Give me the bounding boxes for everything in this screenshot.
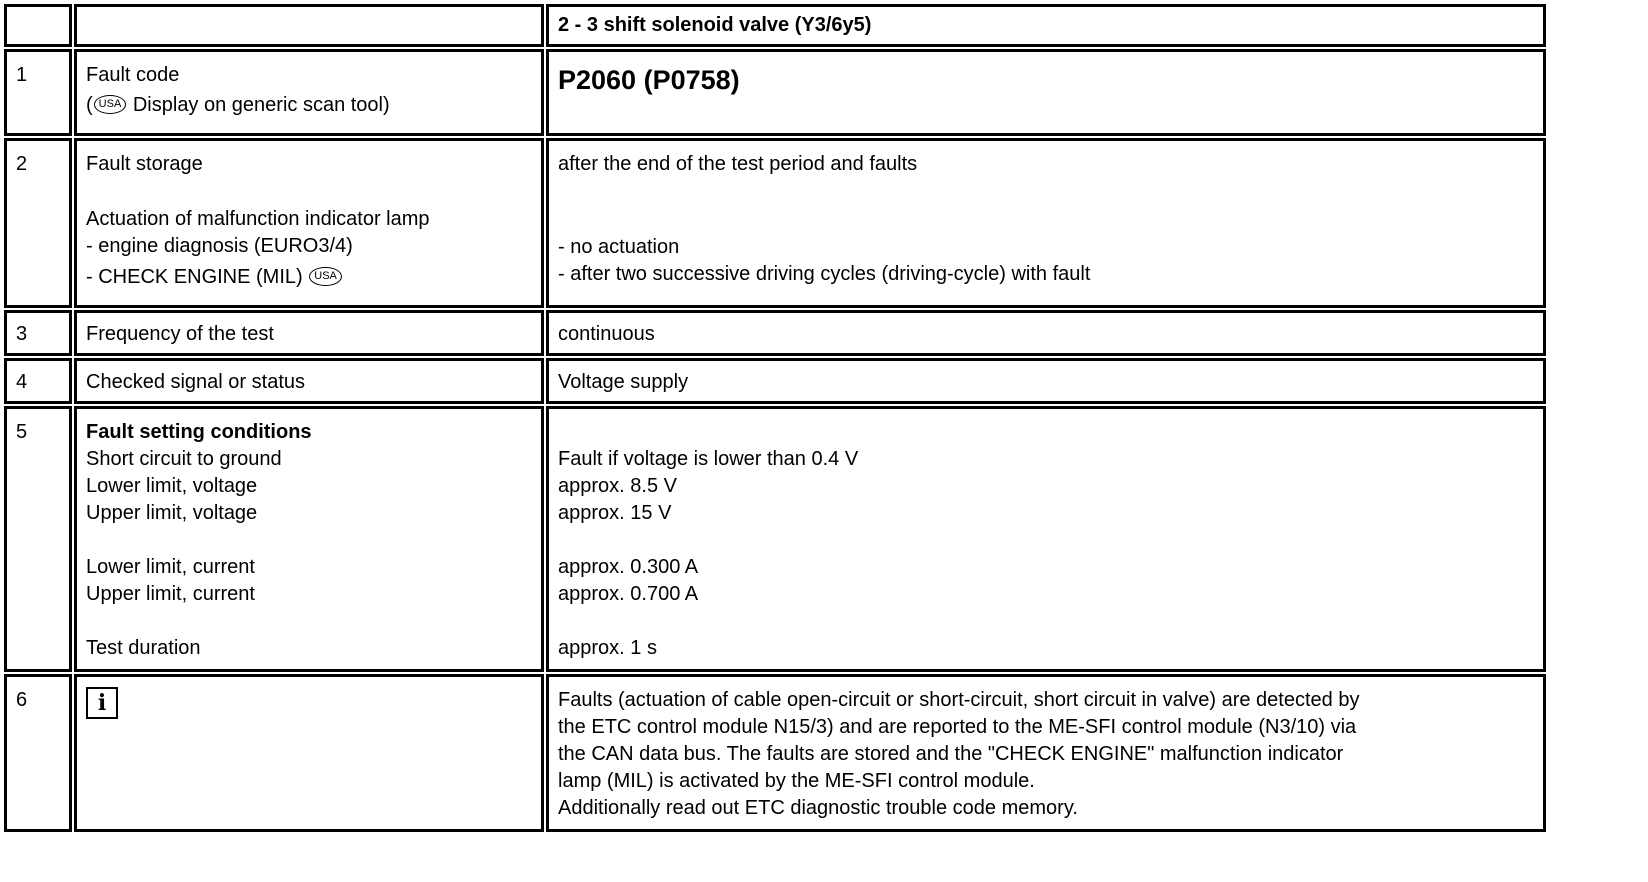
info-icon: i xyxy=(86,687,118,719)
row-label: Fault setting conditions Short circuit to ground Lower limit, voltage Upper limit, voltage Lower limit, current Upper limit, current Test duration xyxy=(74,406,544,672)
row-label: Fault code ( USA Display on generic scan tool) xyxy=(74,49,544,136)
row-label: Fault storage Actuation of malfunction indicator lamp - engine diagnosis (EURO3/4) - CHECK ENGINE (MIL) USA xyxy=(74,138,544,308)
row-label xyxy=(74,674,544,832)
row-value: Fault if voltage is lower than 0.4 V approx. 8.5 V approx. 15 V approx. 0.300 A approx. 0.700 A approx. 1 s xyxy=(546,406,1546,672)
row-value: Voltage supply xyxy=(546,358,1546,404)
row-value: continuous xyxy=(546,310,1546,356)
fault-conditions-heading: Fault setting conditions xyxy=(86,421,312,443)
row-label: Checked signal or status xyxy=(74,358,544,404)
usa-badge-icon: USA xyxy=(309,267,342,286)
row-number: 1 xyxy=(4,49,72,136)
row-label: Frequency of the test xyxy=(74,310,544,356)
row-number: 3 xyxy=(4,310,72,356)
fault-storage-label: Fault storage xyxy=(86,153,203,175)
row-number: 5 xyxy=(4,406,72,672)
usa-badge-icon: USA xyxy=(94,95,127,114)
row-value: Faults (actuation of cable open-circuit or short-circuit, short circuit in valve) are detected by the ETC control module N15/3) and are reported to the ME-SFI control module (N3/10) via the CAN data bus. The faults are stored and the "CHECK ENGINE" malfunction indicator lamp (MIL) is activated by the ME-SFI control module. Additionally read out ETC diagnostic trouble code memory. xyxy=(546,674,1546,832)
fault-code-value: P2060 (P0758) xyxy=(558,65,740,95)
row-number: 4 xyxy=(4,358,72,404)
row-number: 6 xyxy=(4,674,72,832)
header-label-cell xyxy=(74,4,544,47)
table-title: 2 - 3 shift solenoid valve (Y3/6y5) xyxy=(558,14,872,36)
row-value xyxy=(546,49,1546,136)
row-value: after the end of the test period and faults - no actuation - after two successive driving cycles (driving-cycle) with fault xyxy=(546,138,1546,308)
fault-code-label: Fault code xyxy=(86,64,180,86)
header-title-cell xyxy=(546,4,1546,47)
row-number: 2 xyxy=(4,138,72,308)
header-number-cell xyxy=(4,4,72,47)
